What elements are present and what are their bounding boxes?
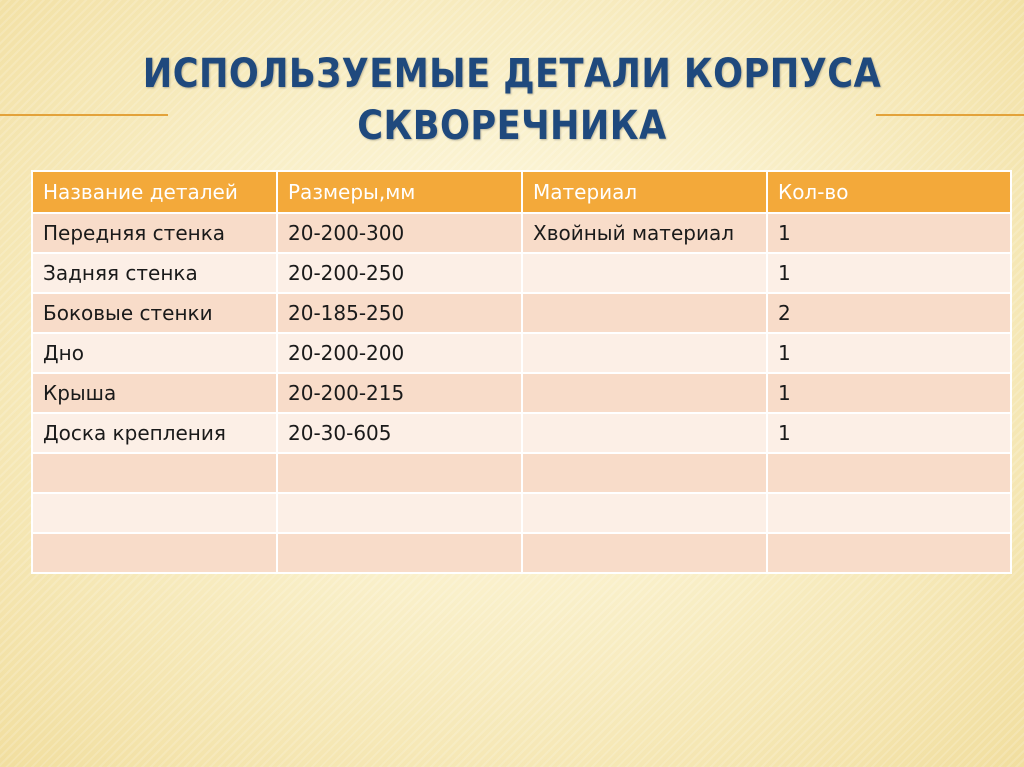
cell-part-name (32, 533, 277, 573)
table-row (32, 253, 1011, 293)
table-row (32, 533, 1011, 573)
cell-part-name (32, 453, 277, 493)
cell-quantity: 1 (767, 333, 1011, 373)
header-part-name: Название деталей (32, 171, 277, 213)
cell-dimensions: 20-200-300 (277, 213, 522, 253)
slide-title-line-1: ИСПОЛЬЗУЕМЫЕ ДЕТАЛИ КОРПУСА (142, 51, 882, 97)
cell-material: Хвойный материал (522, 213, 767, 253)
cell-material (522, 293, 767, 333)
cell-material (522, 453, 767, 493)
cell-part-name: Передняя стенка (32, 213, 277, 253)
cell-quantity: 1 (767, 253, 1011, 293)
cell-part-name: Дно (32, 333, 277, 373)
cell-material (522, 253, 767, 293)
cell-material (522, 373, 767, 413)
cell-dimensions: 20-200-250 (277, 253, 522, 293)
cell-quantity: 1 (767, 213, 1011, 253)
cell-dimensions: 20-30-605 (277, 413, 522, 453)
table-row (32, 333, 1011, 373)
cell-part-name: Доска крепления (32, 413, 277, 453)
header-dimensions: Размеры,мм (277, 171, 522, 213)
cell-dimensions: 20-185-250 (277, 293, 522, 333)
slide-title (61, 48, 962, 152)
cell-part-name: Крыша (32, 373, 277, 413)
table-row (32, 453, 1011, 493)
table-row (32, 213, 1011, 253)
table-row (32, 493, 1011, 533)
header-quantity: Кол-во (767, 171, 1011, 213)
cell-dimensions (277, 453, 522, 493)
table-row (32, 293, 1011, 333)
table-header-row (32, 171, 1011, 213)
cell-quantity (767, 533, 1011, 573)
cell-quantity: 1 (767, 373, 1011, 413)
table-row (32, 373, 1011, 413)
cell-material (522, 413, 767, 453)
cell-quantity: 1 (767, 413, 1011, 453)
cell-part-name (32, 493, 277, 533)
cell-dimensions: 20-200-200 (277, 333, 522, 373)
cell-material (522, 493, 767, 533)
cell-dimensions (277, 533, 522, 573)
cell-quantity (767, 493, 1011, 533)
cell-part-name: Задняя стенка (32, 253, 277, 293)
table-row (32, 413, 1011, 453)
cell-dimensions (277, 493, 522, 533)
title-divider-right (876, 114, 1024, 116)
cell-dimensions: 20-200-215 (277, 373, 522, 413)
cell-quantity (767, 453, 1011, 493)
cell-part-name: Боковые стенки (32, 293, 277, 333)
slide-title-line-2: СКВОРЕЧНИКА (357, 103, 667, 149)
title-divider-left (0, 114, 168, 116)
header-material: Материал (522, 171, 767, 213)
cell-material (522, 333, 767, 373)
parts-table (31, 170, 1012, 574)
cell-material (522, 533, 767, 573)
cell-quantity: 2 (767, 293, 1011, 333)
